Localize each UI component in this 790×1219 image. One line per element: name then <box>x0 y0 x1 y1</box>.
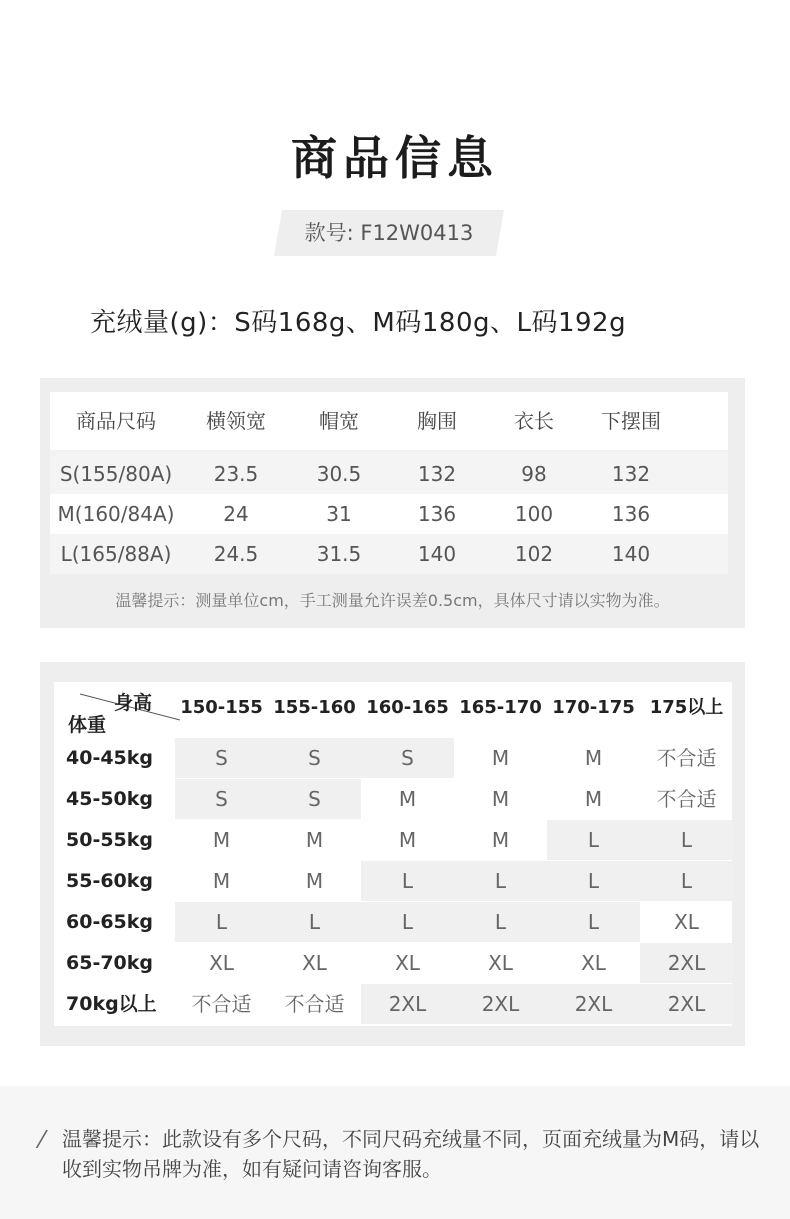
recommended-size-cell: 2XL <box>547 984 640 1024</box>
recommended-size-cell: 不合适 <box>284 992 345 1016</box>
recommended-size-cell: M <box>212 828 231 852</box>
recommended-size-cell: L <box>454 861 547 901</box>
recommended-size-cell: XL <box>395 951 420 975</box>
size-table-row <box>50 494 728 534</box>
recommended-size-cell: L <box>640 861 733 901</box>
recommended-size-cell: M <box>305 828 324 852</box>
recommended-size-cell: XL <box>488 951 513 975</box>
recommended-size-cell: M <box>584 787 603 811</box>
size-cell: 30.5 <box>316 462 362 486</box>
size-table-row <box>50 454 728 494</box>
recommended-size-cell: M <box>584 746 603 770</box>
size-cell: 136 <box>611 502 651 526</box>
recommended-size-cell: L <box>175 902 268 942</box>
height-column-header: 170-175 <box>552 697 635 718</box>
page-title: 商品信息 <box>291 131 499 185</box>
recommended-size-cell: S <box>268 738 361 778</box>
recommended-size-cell: M <box>491 787 510 811</box>
recommended-size-cell: L <box>547 861 640 901</box>
size-header-cell: 衣长 <box>514 409 554 433</box>
recommended-size-cell: M <box>491 746 510 770</box>
height-column-header: 165-170 <box>459 697 542 718</box>
recommended-size-cell: 不合适 <box>656 787 717 811</box>
height-column-header: 175以上 <box>649 697 724 718</box>
size-header-cell: 商品尺码 <box>76 409 156 433</box>
recommended-size-cell: XL <box>581 951 606 975</box>
size-cell: L(165/88A) <box>60 542 172 566</box>
height-column-header: 150-155 <box>180 697 263 718</box>
recommended-size-cell: S <box>175 779 268 819</box>
recommended-size-cell: L <box>454 902 547 942</box>
size-cell: 98 <box>521 462 547 486</box>
weight-row-label: 70kg以上 <box>66 993 157 1015</box>
recommended-size-cell: S <box>361 738 454 778</box>
height-column-header: 160-165 <box>366 697 449 718</box>
recommended-size-cell: 2XL <box>454 984 547 1024</box>
weight-row-label: 60-65kg <box>66 911 154 933</box>
recommended-size-cell: 2XL <box>640 943 733 983</box>
size-cell: 31.5 <box>316 542 362 566</box>
recommended-size-cell: XL <box>209 951 234 975</box>
weight-row-label: 50-55kg <box>66 829 154 851</box>
size-cell: S(155/80A) <box>59 462 173 486</box>
weight-row-label: 45-50kg <box>66 788 154 810</box>
size-table-header-row <box>50 392 728 450</box>
size-cell: 102 <box>514 542 554 566</box>
recommended-size-cell: 不合适 <box>191 992 252 1016</box>
recommended-size-cell: L <box>361 902 454 942</box>
size-cell: M(160/84A) <box>57 502 175 526</box>
size-cell: 132 <box>417 462 457 486</box>
recommended-size-cell: S <box>268 779 361 819</box>
size-header-cell: 帽宽 <box>319 409 359 433</box>
recommended-size-cell: 2XL <box>361 984 454 1024</box>
recommended-size-cell: 不合适 <box>656 746 717 770</box>
size-cell: 23.5 <box>213 462 259 486</box>
size-cell: 140 <box>417 542 457 566</box>
fill-amount-text: 充绒量(g)：S码168g、M码180g、L码192g <box>90 308 627 338</box>
corner-height-label: 身高 <box>114 692 153 714</box>
recommended-size-cell: M <box>305 869 324 893</box>
recommended-size-cell: S <box>175 738 268 778</box>
recommended-size-cell: XL <box>302 951 327 975</box>
size-cell: 140 <box>611 542 651 566</box>
size-header-cell: 胸围 <box>417 409 457 433</box>
size-cell: 136 <box>417 502 457 526</box>
height-column-header: 155-160 <box>273 697 356 718</box>
recommended-size-cell: L <box>547 902 640 942</box>
size-table-row <box>50 534 728 574</box>
style-number: 款号: F12W0413 <box>304 221 474 245</box>
recommended-size-cell: M <box>398 787 417 811</box>
recommended-size-cell: L <box>640 820 733 860</box>
measurement-note: 温馨提示：测量单位cm，手工测量允许误差0.5cm，具体尺寸请以实物为准。 <box>115 591 670 610</box>
size-cell: 100 <box>514 502 554 526</box>
recommended-size-cell: M <box>398 828 417 852</box>
weight-row-label: 40-45kg <box>66 747 154 769</box>
recommended-size-cell: L <box>361 861 454 901</box>
size-cell: 132 <box>611 462 651 486</box>
size-cell: 31 <box>326 502 352 526</box>
weight-row-label: 55-60kg <box>66 870 154 892</box>
recommended-size-cell: L <box>547 820 640 860</box>
recommended-size-cell: L <box>268 902 361 942</box>
recommended-size-cell: XL <box>674 910 699 934</box>
tip-slash-mark: / <box>34 1127 49 1152</box>
recommended-size-cell: M <box>212 869 231 893</box>
recommended-size-cell: 2XL <box>640 984 733 1024</box>
weight-row-label: 65-70kg <box>66 952 154 974</box>
size-header-cell: 下摆围 <box>601 409 661 433</box>
size-cell: 24 <box>223 502 249 526</box>
size-cell: 24.5 <box>213 542 259 566</box>
size-header-cell: 横领宽 <box>206 409 266 433</box>
corner-weight-label: 体重 <box>68 714 107 736</box>
bottom-tip-text: 温馨提示：此款设有多个尺码，不同尺码充绒量不同，页面充绒量为M码，请以收到实物吊牌为准，如有疑问请咨询客服。 <box>62 1127 760 1181</box>
recommended-size-cell: M <box>491 828 510 852</box>
